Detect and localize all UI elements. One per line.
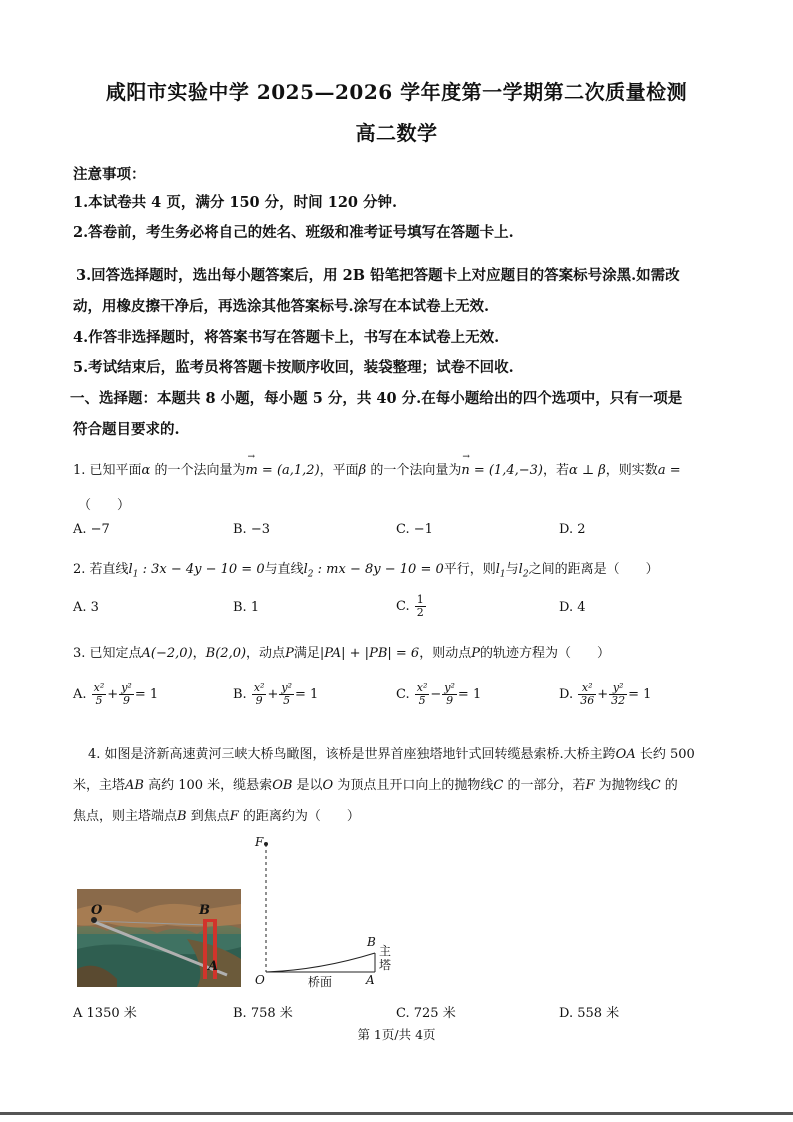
vector-m-value: = (a,1,2) — [257, 463, 320, 478]
q1-text: 的一个法向量为 — [150, 463, 246, 478]
vector-arrow-icon: → — [247, 452, 256, 462]
line-l2: $l_2$ — [303, 562, 314, 580]
q4-option-d: D. 558 米 — [559, 1006, 620, 1021]
diagram-label-b: B — [367, 935, 376, 949]
q2-text: 平行，则 — [443, 562, 496, 577]
q1-option-d: D. 2 — [559, 522, 586, 537]
notice-item-2: 2.答卷前，考生务必将自己的姓名、班级和准考证号填写在答题卡上. — [73, 224, 514, 241]
line-l1-equation: : 3x − 4y − 10 = 0 — [138, 562, 265, 577]
question-4-line-2: 米，主塔AB 高约 100 米，缆悬索OB 是以O 为顶点且开口向上的抛物线C 的一部分，若F 为抛物线C 的 — [73, 778, 678, 793]
notice-item-1: 1.本试卷共 4 页，满分 150 分，时间 120 分钟. — [73, 194, 398, 211]
question-4-line-1: 4. 如图是济新高速黄河三峡大桥鸟瞰图，该桥是世界首座独塔地针式回转缆悬索桥.大桥主跨OA 长约 500 — [88, 747, 695, 762]
q1-text: ，则实数 — [605, 463, 658, 478]
q3-option-b: B. $\frac{\text{x²}}{9}$ + $\frac{\text{y²}}{5}$ = 1 — [233, 681, 319, 707]
fraction: $\frac{1}{2}$ — [416, 593, 424, 619]
q4-option-c: C. 725 米 — [396, 1006, 456, 1021]
segment-ob: OB — [272, 778, 293, 793]
photo-label-a: A — [208, 959, 219, 974]
question-1 — [73, 452, 681, 478]
line-l1: $l_1$ — [495, 562, 506, 580]
line-l1: $l_1$ — [128, 562, 139, 580]
notice-item-3: 3.回答选择题时，选出每小题答案后，用 2B 铅笔把答题卡上对应题目的答案标号涂黑.如需改 — [76, 267, 680, 284]
q3-text: ，则动点 — [419, 646, 472, 661]
equals-sign: = — [665, 463, 681, 478]
question-2 — [73, 558, 659, 580]
q3-option-c: C. $\frac{\text{x²}}{5}$ − $\frac{\text{y²}}{9}$ = 1 — [396, 681, 482, 707]
segment-ab: AB — [125, 778, 144, 793]
q3-option-a: A. $\frac{\text{x²}}{5}$ + $\frac{\text{y²}}{9}$ = 1 — [73, 681, 159, 707]
photo-label-o: O — [91, 903, 103, 918]
diagram-label-tower: 主塔 — [379, 944, 392, 972]
vector-arrow-icon: → — [462, 452, 470, 462]
photo-label-b: B — [199, 903, 210, 918]
exam-subtitle: 高二数学 — [355, 121, 438, 145]
q2-text: 之间的距离是（ ） — [528, 562, 659, 577]
page-bottom-border — [0, 1112, 793, 1115]
line-l2: $l_2$ — [518, 562, 529, 580]
q1-text: 的一个法向量为 — [366, 463, 462, 478]
q3-text: 满足 — [293, 646, 320, 661]
notice-item-5: 5.考试结束后，监考员将答题卡按顺序收回，装袋整理；试卷不回收. — [73, 359, 514, 376]
perp-condition: α ⊥ β — [569, 463, 606, 478]
q2-text: 与 — [505, 562, 519, 577]
point-f: F — [229, 809, 239, 824]
q1-option-c: C. −1 — [396, 522, 433, 537]
point-o: O — [322, 778, 334, 793]
vector-m: → m — [245, 452, 258, 478]
page-footer: 第 1页/共 4页 — [357, 1027, 436, 1042]
parabola-diagram — [250, 832, 410, 992]
diagram-label-o: O — [255, 973, 265, 987]
q1-text: 1. 已知平面 — [73, 463, 142, 478]
section-heading-cont: 符合题目要求的. — [73, 421, 180, 438]
alpha-symbol: α — [141, 463, 151, 478]
segment-oa: OA — [615, 747, 636, 762]
q1-text: ，平面 — [319, 463, 359, 478]
diagram-label-f: F — [255, 835, 264, 849]
parabola-c: C — [493, 778, 504, 793]
notice-item-4: 4.作答非选择题时，将答案书写在答题卡上，书写在本试卷上无效. — [73, 329, 500, 346]
point-b: B(2,0) — [205, 646, 247, 661]
point-b: B — [177, 809, 187, 824]
notice-heading: 注意事项： — [73, 166, 146, 183]
q2-option-c: C. $\frac{1}{2}$ — [396, 593, 424, 619]
q1-paren: （ ） — [78, 498, 131, 513]
q1-option-b: B. −3 — [233, 522, 270, 537]
q1-option-a: A. −7 — [73, 522, 110, 537]
bridge-photo — [77, 889, 241, 987]
point-f: F — [585, 778, 595, 793]
q2-option-b: B. 1 — [233, 600, 260, 615]
diagram-label-deck: 桥面 — [308, 975, 333, 989]
vector-n-value: = (1,4,−3) — [469, 463, 543, 478]
distance-condition: |PA| + |PB| = 6 — [319, 646, 420, 661]
q3-text: 的轨迹方程为（ ） — [479, 646, 610, 661]
q2-text: 2. 若直线 — [73, 562, 129, 577]
q4-option-a: A 1350 米 — [73, 1006, 137, 1021]
notice-item-3-cont: 动，用橡皮擦干净后，再选涂其他答案标号.涂写在本试卷上无效. — [73, 298, 490, 315]
question-4-line-3: 焦点，则主塔端点B 到焦点F 的距离约为（ ） — [73, 809, 360, 824]
vector-n: → n — [461, 452, 470, 478]
line-l2-equation: : mx − 8y − 10 = 0 — [313, 562, 444, 577]
section-heading: 一、选择题：本题共 8 小题，每小题 5 分，共 40 分.在每小题给出的四个选项中，只有一项是 — [70, 390, 683, 407]
point-a: A(−2,0) — [141, 646, 193, 661]
point-p: P — [471, 646, 480, 661]
beta-symbol: β — [358, 463, 367, 478]
q2-option-d: D. 4 — [559, 600, 586, 615]
q3-text: 3. 已知定点 — [73, 646, 142, 661]
q2-text: 与直线 — [264, 562, 304, 577]
q3-text: ，动点 — [246, 646, 286, 661]
parabola-c: C — [650, 778, 661, 793]
q3-option-d: D. $\frac{\text{x²}}{36}$ + $\frac{\text{y²}}{32}$ = 1 — [559, 681, 652, 707]
var-a: a — [657, 463, 666, 478]
diagram-label-a: A — [366, 973, 375, 987]
point-p: P — [285, 646, 294, 661]
q1-text: ，若 — [542, 463, 569, 478]
exam-title: 咸阳市实验中学 2025—2026 学年度第一学期第二次质量检测 — [105, 80, 688, 104]
q2-option-a: A. 3 — [73, 600, 99, 615]
question-3: 3. 已知定点A(−2,0)，B(2,0)，动点P满足|PA| + |PB| = 6，则动点P的轨迹方程为（ ） — [73, 646, 610, 661]
q4-option-b: B. 758 米 — [233, 1006, 293, 1021]
